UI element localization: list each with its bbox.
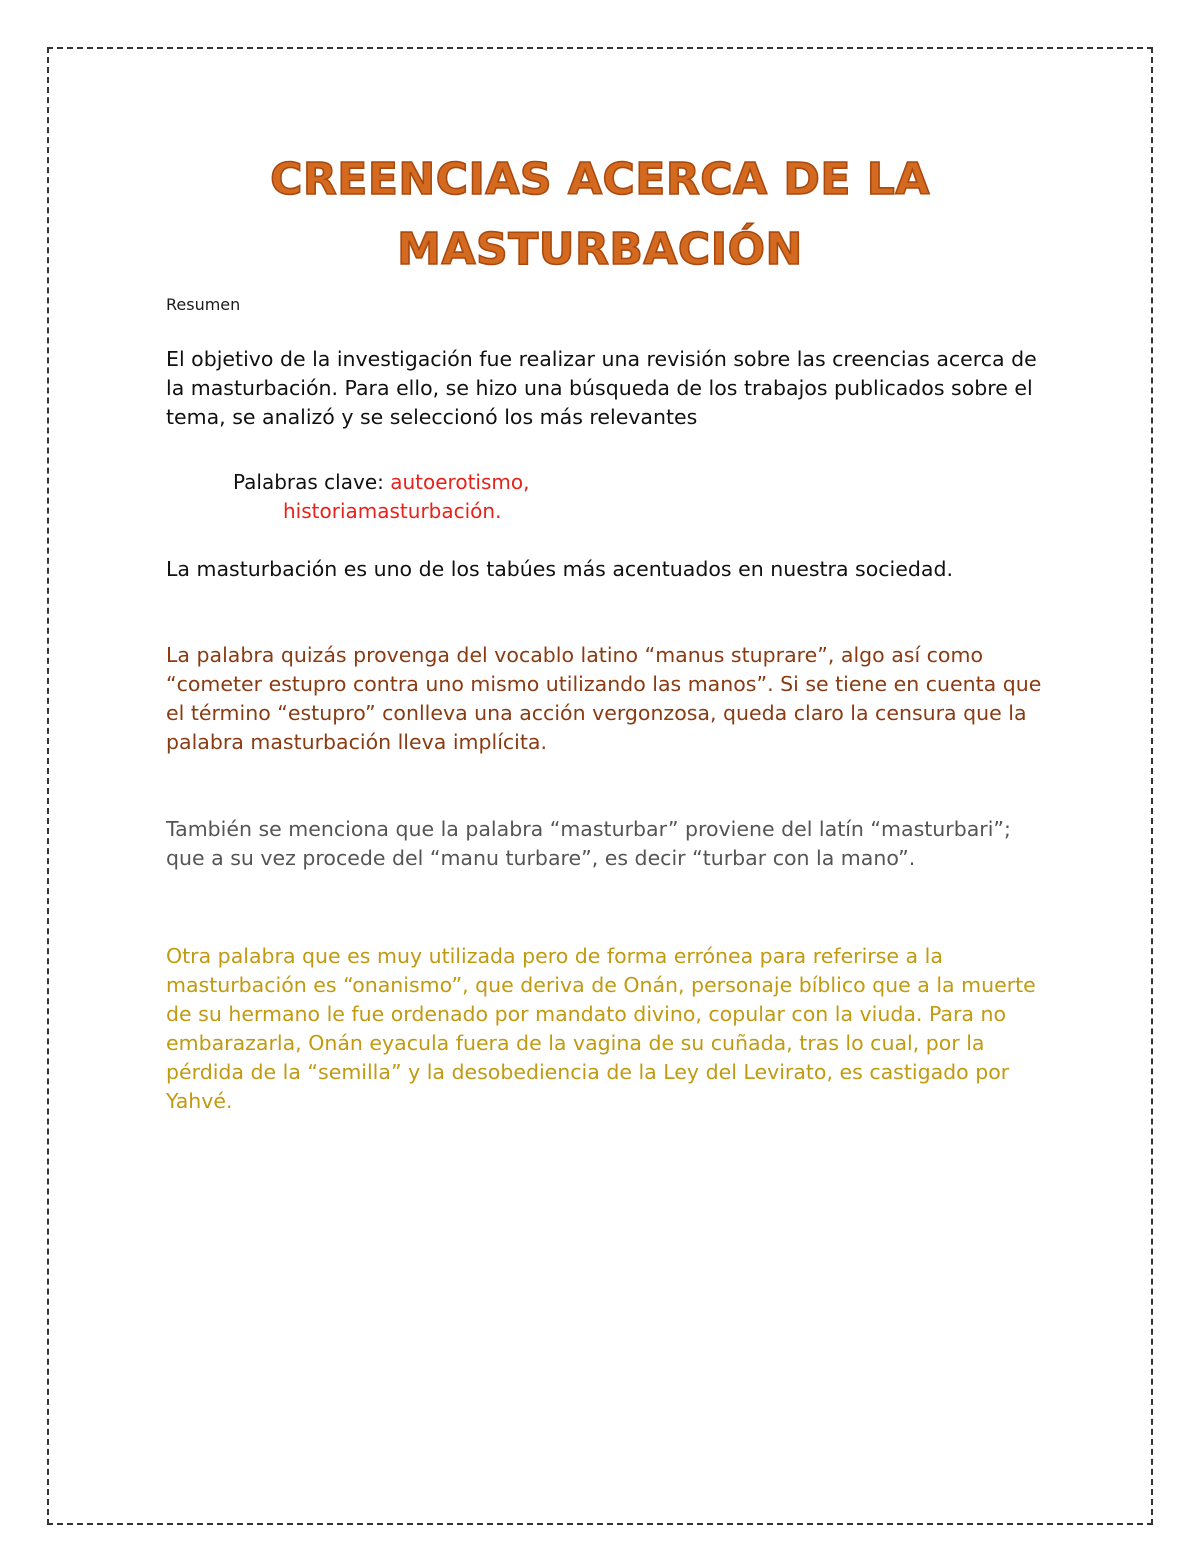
- tabu-paragraph: La masturbación es uno de los tabúes más acentuados en nuestra sociedad.: [166, 557, 953, 581]
- title-line-2: MASTURBACIÓN: [397, 224, 803, 275]
- keywords-label: Palabras clave:: [233, 470, 391, 494]
- keyword-autoerotismo: autoerotismo,: [390, 470, 530, 494]
- resumen-label: Resumen: [166, 295, 241, 314]
- etymology-paragraph: La palabra quizás provenga del vocablo latino “manus stuprare”, algo así como “cometer estupro contra uno mismo utilizando las manos”. Si se tiene en cuenta que el término “estupro” conlleva una acción vergonzosa, queda claro la censura que la palabra masturbación lleva implícita.: [166, 643, 1042, 754]
- title-line-1: CREENCIAS ACERCA DE LA: [270, 154, 930, 205]
- onanismo-paragraph: Otra palabra que es muy utilizada pero de forma errónea para referirse a la masturbación es “onanismo”, que deriva de Onán, personaje bíblico que a la muerte de su hermano le fue ordenado por mandato divino, copular con la viuda. Para no embarazarla, Onán eyacula fuera de la vagina de su cuñada, tras lo cual, por la pérdida de la “semilla” y la desobediencia de la Ley del Levirato, es castigado por Yahvé.: [166, 944, 1036, 1113]
- document-title: [100, 145, 1100, 285]
- keyword-historiamasturbacion: historiamasturbación.: [283, 499, 502, 523]
- etymology-paragraph-2: También se menciona que la palabra “masturbar” proviene del latín “masturbari”; que a su vez procede del “manu turbare”, es decir “turbar con la mano”.: [166, 817, 1011, 870]
- abstract-paragraph: El objetivo de la investigación fue realizar una revisión sobre las creencias acerca de la masturbación. Para ello, se hizo una búsqueda de los trabajos publicados sobre el tema, se analizó y se seleccionó los más relevantes: [166, 347, 1037, 429]
- keywords-line: [233, 468, 529, 526]
